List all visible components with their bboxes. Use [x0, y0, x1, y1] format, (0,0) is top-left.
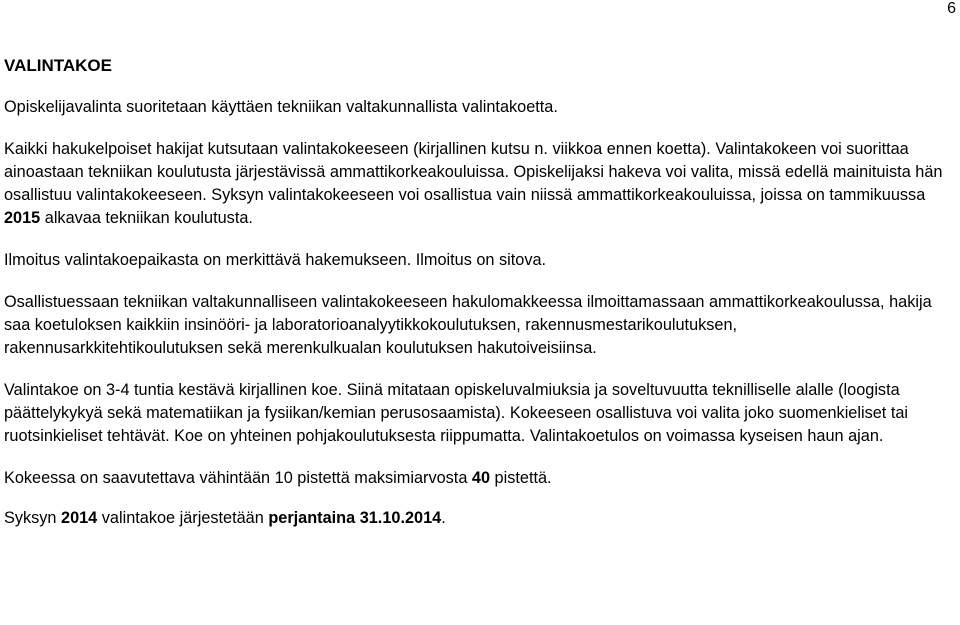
paragraph-points-text: Kokeessa on saavutettava vähintään 10 pistettä maksimiarvosta [4, 469, 472, 487]
paragraph-participation: Osallistuessaan tekniikan valtakunnalliseen valintakokeeseen hakulomakkeessa ilmoittamassaan ammattikorkeakoulussa, hakija saa koetuloksen kaikkiin insinööri- ja laboratorioanalyytikkokoulutuksen, rakennusmestarikoulutuksen, rakennusarkkitehtikoulutuksen sekä merenkulkualan koulutuksen hakutoiveisiinsa. [4, 293, 932, 357]
paragraph-points [4, 467, 952, 490]
paragraph-exam-date-mid: valintakoe järjestetään [97, 509, 269, 527]
page-number: 6 [947, 0, 956, 17]
paragraph-invitation-text: Kaikki hakukelpoiset hakijat kutsutaan valintakokeeseen (kirjallinen kutsu n. viikkoa ennen koetta). Valintakokeen voi suorittaa ainoastaan tekniikan koulutusta järjestävissä ammattikorkeakouluissa. Opiskelijaksi hakeva voi valita, missä edellä mainituista hän osallistuu valintakokeeseen. Syksyn valintakokeeseen voi osallistua vain niissä ammattikorkeakouluissa, joissa on tammikuussa [4, 140, 943, 204]
paragraph-invitation-end: alkavaa tekniikan koulutusta. [40, 209, 253, 227]
paragraph-exam-description: Valintakoe on 3-4 tuntia kestävä kirjallinen koe. Siinä mitataan opiskeluvalmiuksia ja soveltuvuutta teknilliselle alalle (loogista päättelykykyä sekä matematiikan ja fysiikan/kemian perusosaamista). Kokeeseen osallistuva voi valita joko suomenkieliset tai ruotsinkieliset tehtävät. Koe on yhteinen pohjakoulutuksesta riippumatta. Valintakoetulos on voimassa kyseisen haun ajan. [4, 381, 909, 445]
paragraph-selection-method: Opiskelijavalinta suoritetaan käyttäen tekniikan valtakunnallista valintakoetta. [4, 98, 558, 116]
document-body [4, 54, 952, 549]
paragraph-exam-date [4, 507, 952, 530]
exam-year: 2014 [61, 509, 98, 527]
exam-date: perjantaina 31.10.2014 [268, 509, 442, 527]
paragraph-notice: Ilmoitus valintakoepaikasta on merkittävä hakemukseen. Ilmoitus on sitova. [4, 251, 547, 269]
paragraph-exam-date-end: . [441, 509, 446, 527]
paragraph-exam-date-text: Syksyn [4, 509, 62, 527]
section-heading: VALINTAKOE [4, 56, 112, 75]
paragraph-invitation [4, 138, 952, 230]
max-points: 40 [471, 469, 491, 487]
paragraph-points-end: pistettä. [490, 469, 552, 487]
start-year: 2015 [4, 209, 41, 227]
